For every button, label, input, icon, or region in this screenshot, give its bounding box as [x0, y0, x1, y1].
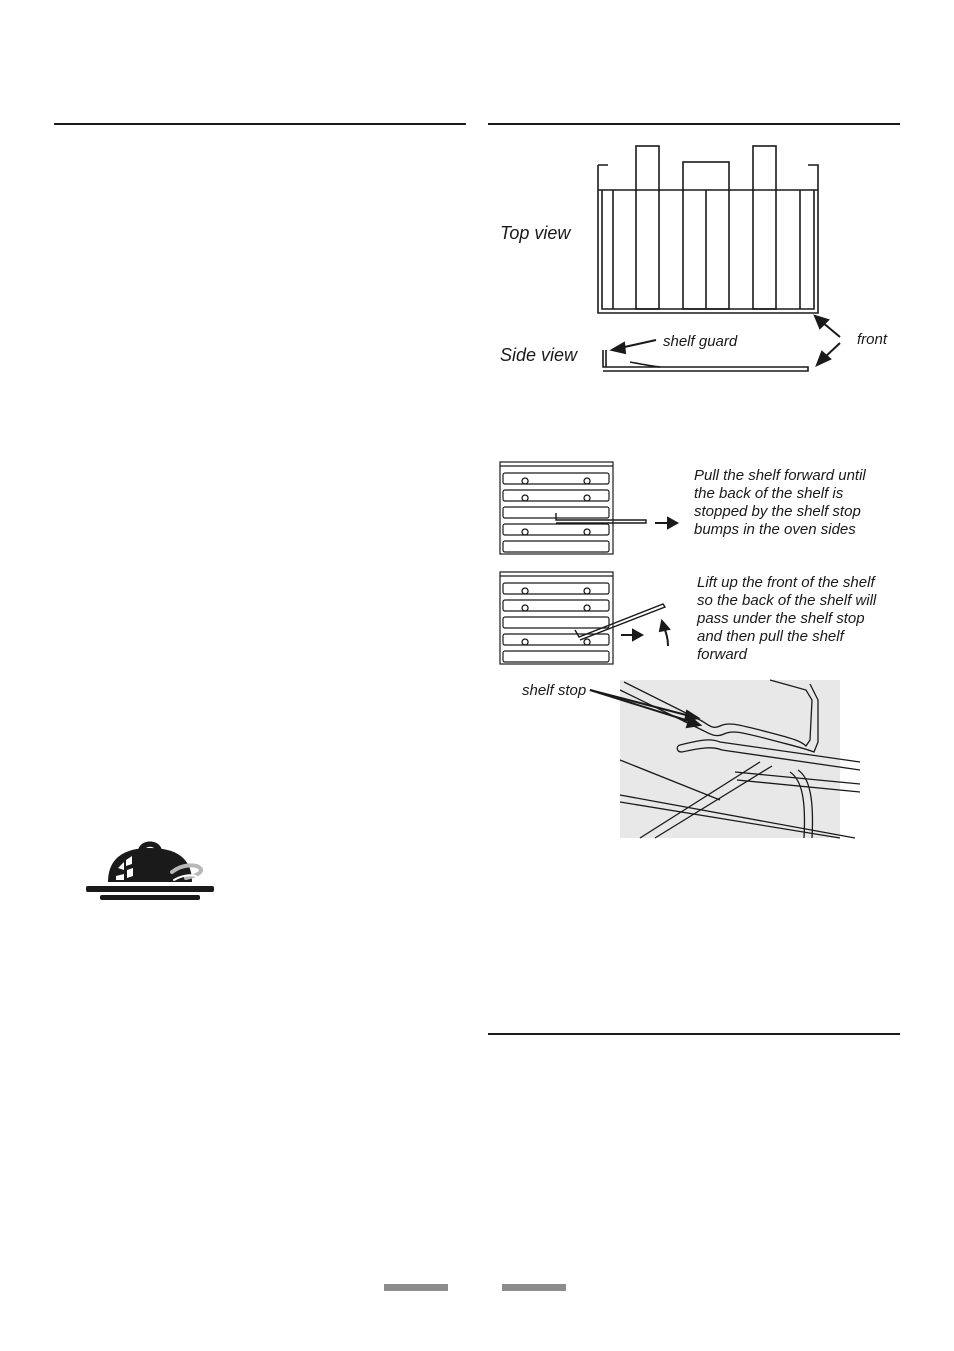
step1-line-1: Pull the shelf forward until	[694, 467, 866, 484]
side-view-label: Side view	[500, 345, 578, 365]
shelf-stop-label: shelf stop	[522, 682, 587, 699]
step1-line-3: stopped by the shelf stop	[694, 503, 861, 520]
step2-line-3: pass under the shelf stop	[697, 610, 865, 627]
page-indicator-left	[384, 1284, 448, 1291]
step2-line-2: so the back of the shelf will	[697, 592, 877, 609]
shelf-guard-label: shelf guard	[663, 333, 738, 350]
step1-line-4: bumps in the oven sides	[694, 521, 856, 538]
step2-line-4: and then pull the shelf	[697, 628, 844, 645]
front-label: front	[857, 331, 888, 348]
page-indicator-right	[502, 1284, 566, 1291]
step2-line-1: Lift up the front of the shelf	[697, 574, 875, 591]
top-view-label: Top view	[500, 223, 571, 243]
step1-line-2: the back of the shelf is	[694, 485, 844, 502]
step2-line-5: forward	[697, 646, 748, 663]
